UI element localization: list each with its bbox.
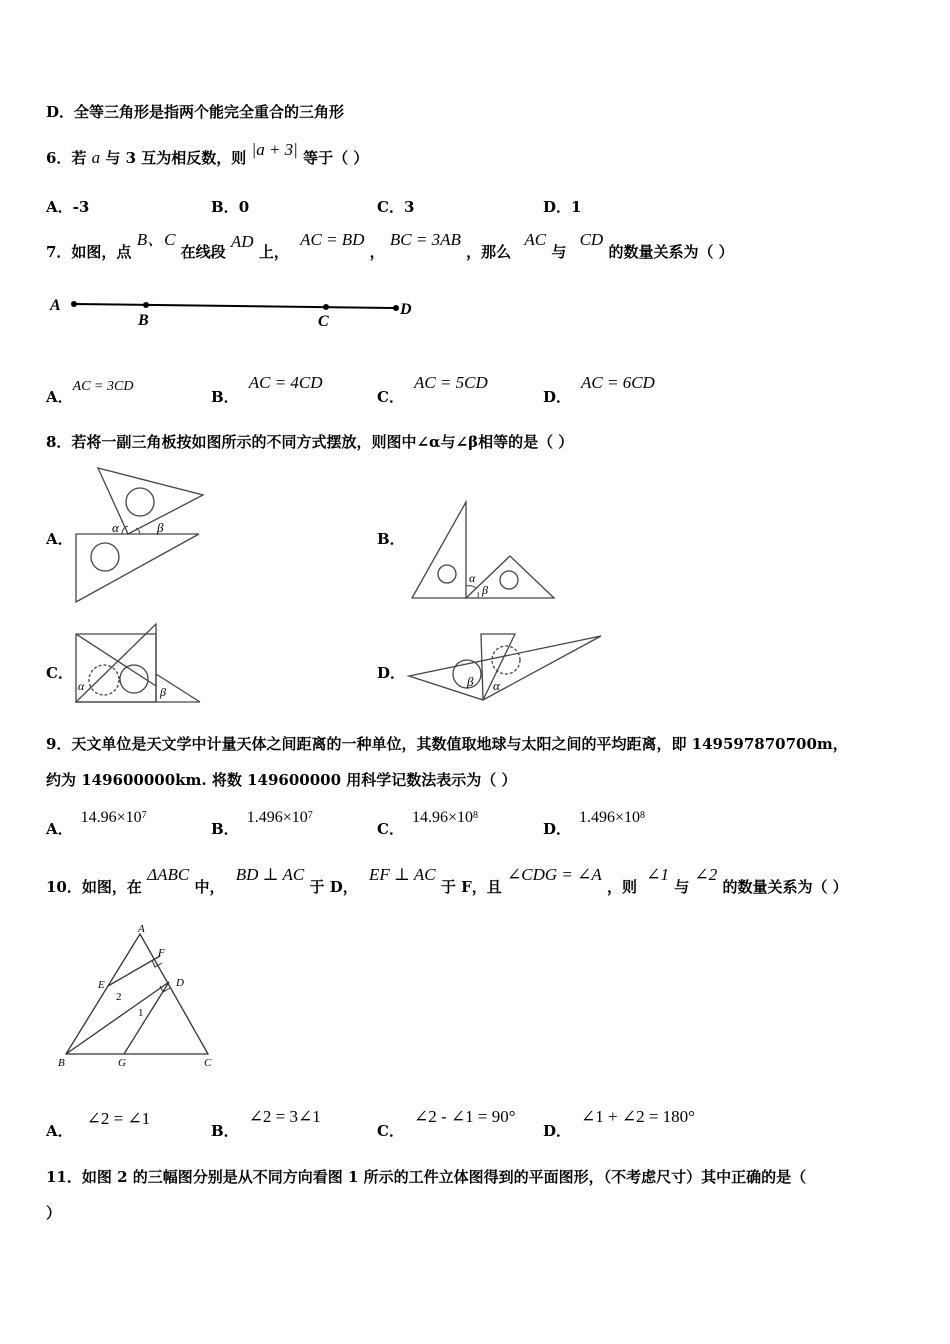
q7-cd: CD [579,230,604,249]
q6-stem [46,140,369,168]
q6-option-d: D．1 [543,198,582,216]
q10-label-b: B [58,1057,65,1069]
q7-prefix: 7．如图，点 [46,243,132,261]
q7-label-d: D [400,301,412,318]
q7-suffix: 的数量关系为（ ） [608,243,734,261]
q10-label-d: D [176,977,184,989]
q8-figure-a [70,462,210,607]
q10-option-b: B．∠2 = 3∠1 [211,1107,321,1140]
q8d-alpha: α [493,678,500,693]
q8-label-c: C． [46,664,73,682]
q8-figure-c [74,622,204,706]
q7-option-b: B．AC = 4CD [211,373,323,406]
q7-on: 上， [258,243,289,261]
q10-then: ，则 [606,878,637,896]
q10-label-c: C [204,1057,212,1069]
q10-suffix: 的数量关系为（ ） [722,878,848,896]
q8a-alpha: α [112,520,119,535]
q10-zhong: 中， [194,878,225,896]
q10-c3: ∠CDG = ∠A [506,865,602,884]
q10-label-e: E [98,979,105,991]
q7-then: ，那么 [466,243,512,261]
q10-label-f: F [158,947,165,959]
q9-option-c: C．$14.96\times 10^8$ [377,809,478,838]
q7-segment: AD [230,232,254,251]
q7-cond2: BC = 3AB [389,230,461,249]
q8-figure-d [405,628,605,704]
q10-label-angle2: 2 [116,991,122,1003]
q10-yu-d: 于 D， [309,878,358,896]
q6-prefix: 6．若 [46,149,87,167]
q11-line1: 11．如图 2 的三幅图分别是从不同方向看图 1 所示的工件立体图得到的平面图形，（不考虑尺寸）其中正确的是（ [46,1168,807,1186]
q9-option-d: D．$1.496\times 10^8$ [543,809,646,838]
q8b-alpha: α [469,571,476,585]
q7-and: 与 [551,243,567,261]
q8-label-a: A． [46,530,73,548]
q10-label-angle1: 1 [138,1007,144,1019]
q10-a2: ∠2 [694,865,718,884]
q10-a1: ∠1 [646,865,669,884]
q10-label-g: G [118,1057,126,1069]
q7-option-a: A．AC = 3CD [46,379,134,406]
q6-option-a: A．-3 [46,198,90,216]
q7-points: B、C [136,230,176,249]
q7-label-c: C [318,313,329,330]
q9-option-b: B．$1.496\times 10^7$ [211,809,313,838]
q7-point-b [143,302,149,308]
q7-segment-figure [44,290,424,330]
q9-option-a: A．$14.96\times 10^7$ [46,809,147,838]
q10-and: 与 [674,878,690,896]
q7-point-d [393,305,399,311]
q7-cond1: AC = BD [300,230,365,249]
q7-option-d: D．AC = 6CD [543,373,655,406]
q9-line2: 约为 149600000km. 将数 149600000 用科学记数法表示为（ ） [46,771,517,789]
q10-option-c: C．∠2 - ∠1 = 90° [377,1107,516,1140]
q6-option-c: C．3 [377,198,415,216]
q7-option-c: C．AC = 5CD [377,373,488,406]
q7-point-a [71,301,77,307]
q7-on-segment: 在线段 [180,243,226,261]
q6-mid: 与 3 互为相反数，则 [105,149,247,167]
q8d-beta: β [467,674,474,689]
q7-comma: ， [369,243,385,261]
q8-label-d: D． [377,664,406,682]
q7-point-c [323,304,329,310]
q11-line2: ） [46,1204,62,1222]
q8a-beta: β [157,520,164,535]
q10-label-a: A [138,923,145,935]
q6-abs-expr: |a + 3| [251,140,298,159]
q10-option-d: D．∠1 + ∠2 = 180° [543,1107,695,1140]
q9-line1: 9．天文单位是天文学中计量天体之间距离的一种单位，其数值取地球与太阳之间的平均距离，即 149597870700m， [46,735,848,753]
q10-stem [46,865,848,897]
q7-line-ad [74,304,396,308]
q10-triangle-figure [56,920,220,1070]
q7-ac: AC [524,230,547,249]
q7-stem [46,230,734,262]
q7-label-b: B [138,312,149,329]
q8c-alpha: α [78,679,85,693]
q8-label-b: B． [377,530,405,548]
q8-figure-b [408,496,558,602]
q6-var-a: a [91,148,101,167]
q8c-beta: β [160,685,166,699]
q10-tri: ΔABC [147,865,190,884]
q10-c1: BD ⊥ AC [235,865,305,884]
q8-stem: 8．若将一副三角板按如图所示的不同方式摆放，则图中∠α与∠β相等的是（ ） [46,433,574,451]
q10-yu-f: 于 F，且 [440,878,502,896]
q6-suffix: 等于（ ） [303,149,369,167]
q5-option-d: D．全等三角形是指两个能完全重合的三角形 [46,103,345,121]
q6-option-b: B．0 [211,198,250,216]
q10-prefix: 10．如图，在 [46,878,142,896]
q10-c2: EF ⊥ AC [368,865,436,884]
q8b-beta: β [482,583,488,597]
q7-label-a: A [50,297,61,314]
q10-option-a: A．∠2 = ∠1 [46,1109,151,1140]
